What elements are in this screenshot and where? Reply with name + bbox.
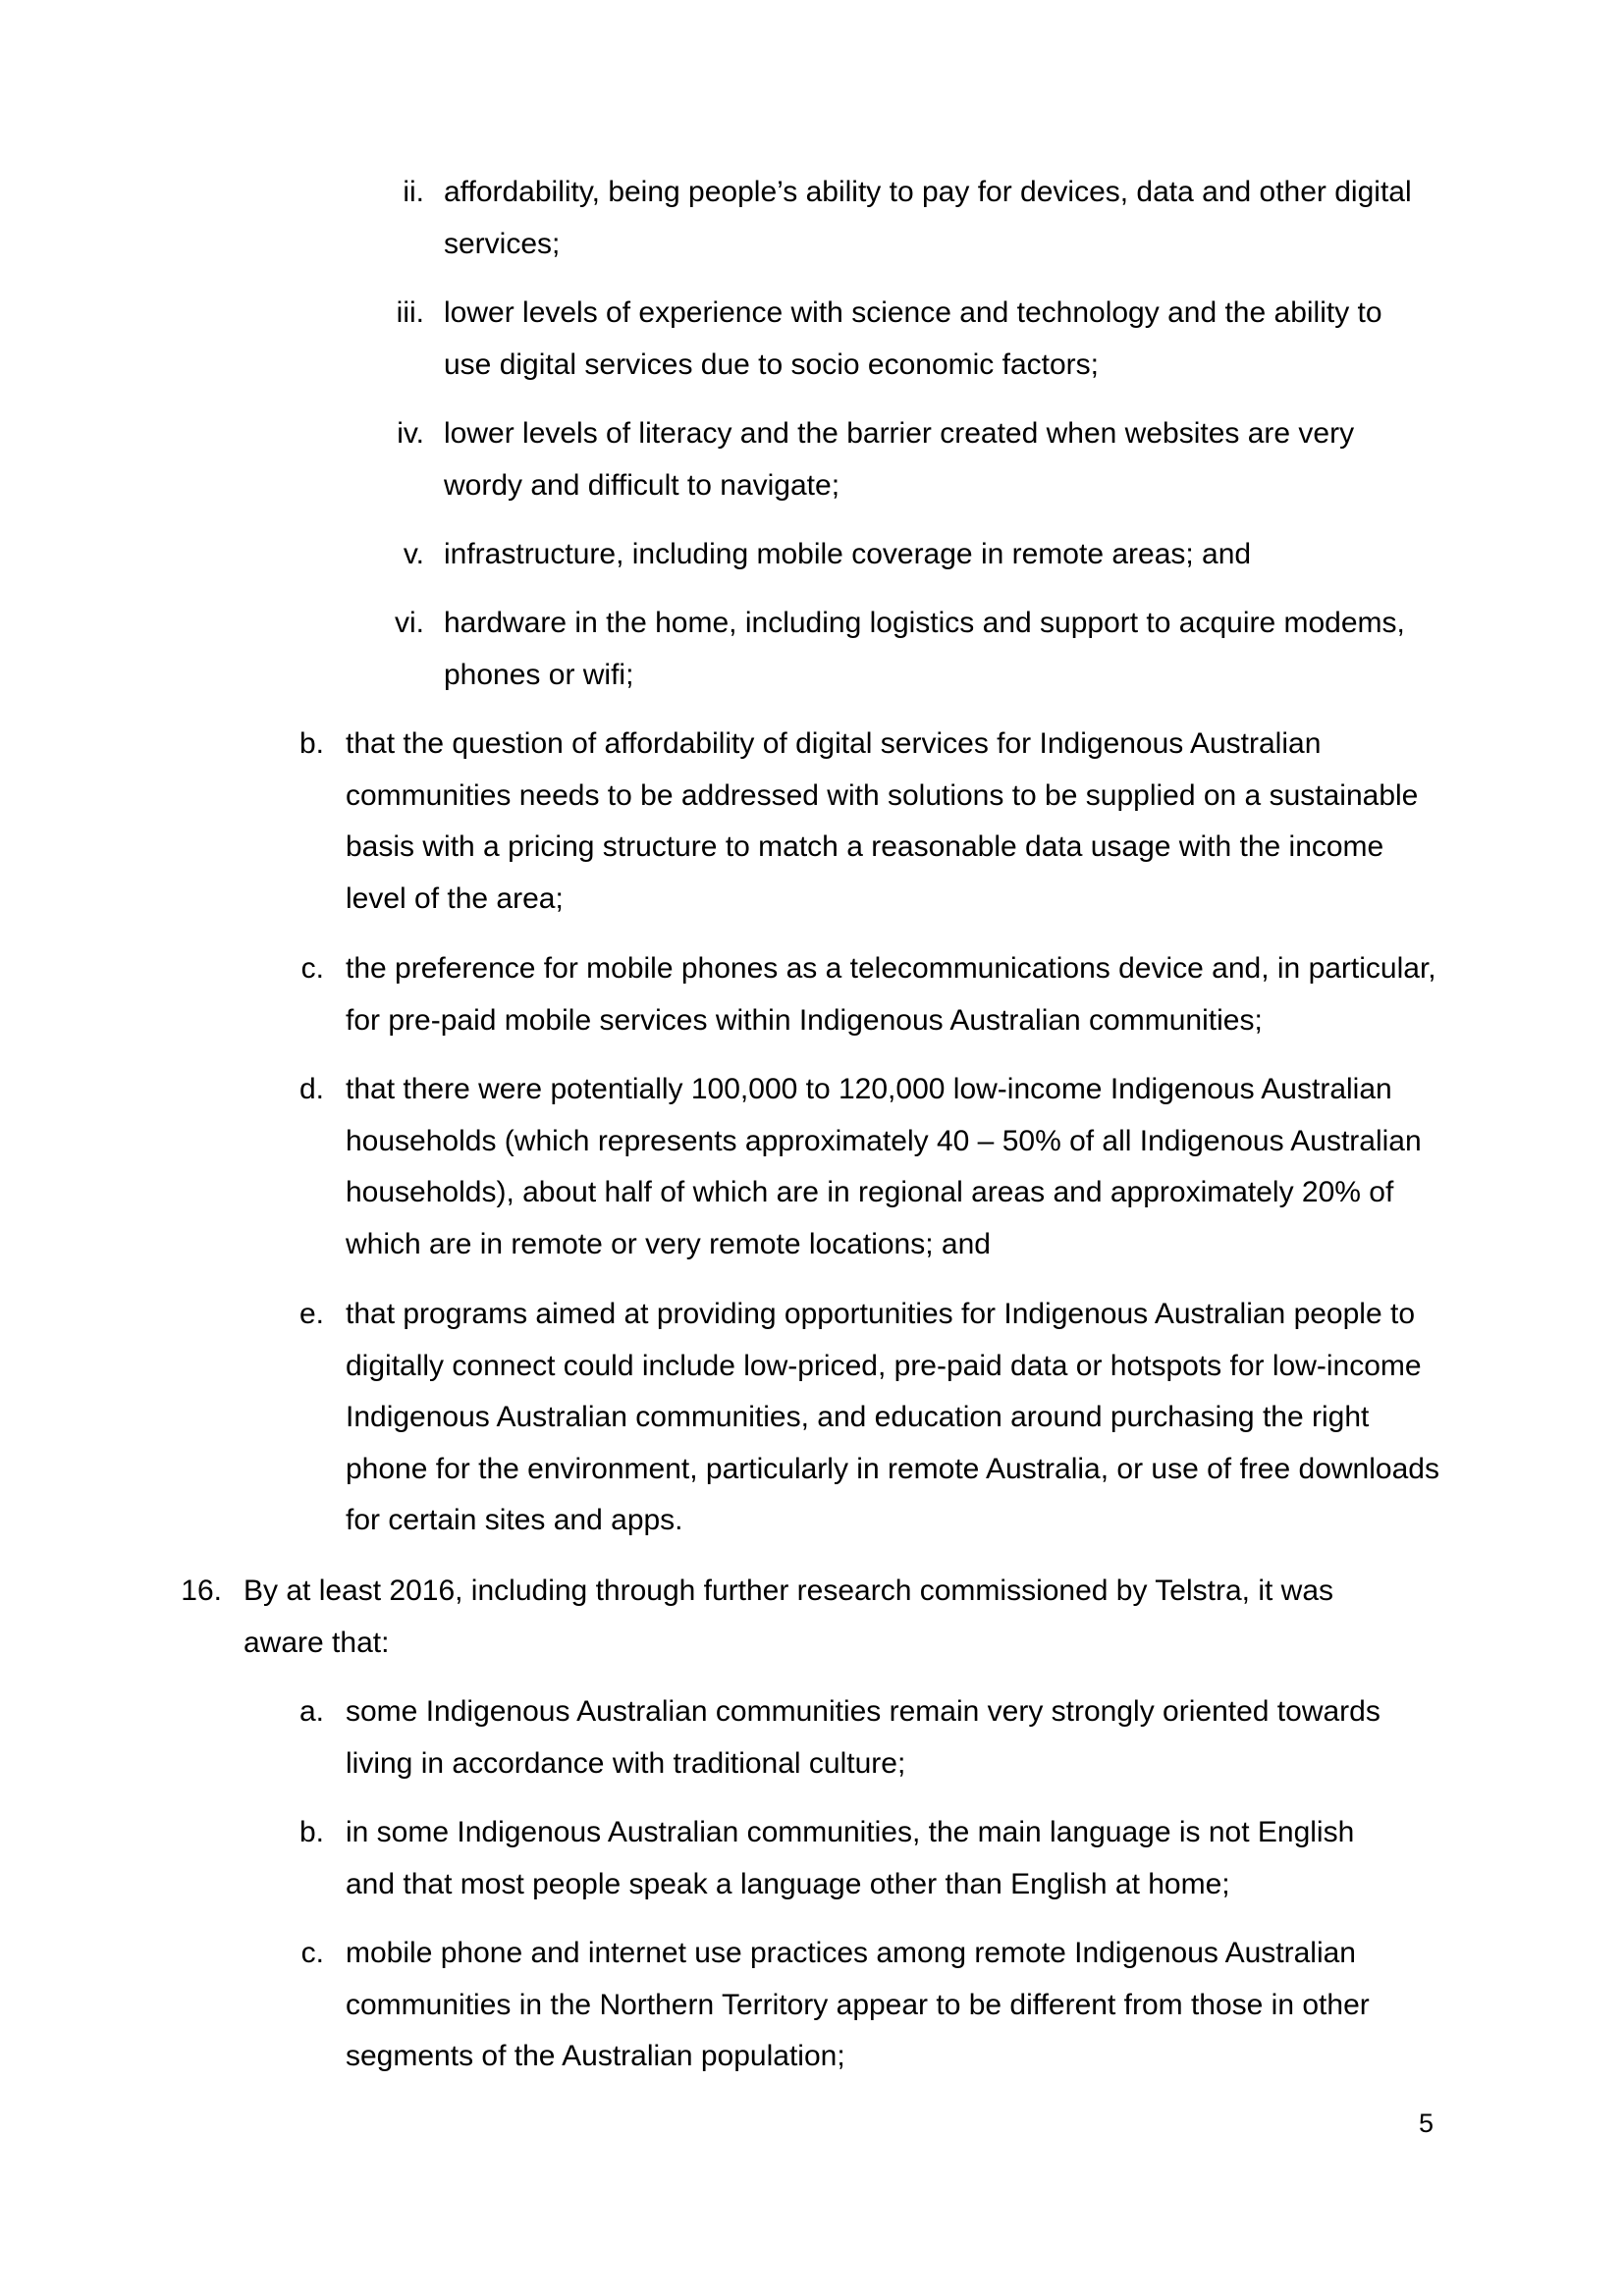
list-item-text: the preference for mobile phones as a telecommunications device and, in particular, for pre-paid mobile services within Indigenous Australian communities; xyxy=(346,952,1436,1037)
list-marker: e. xyxy=(298,1298,324,1330)
list-item-text: that there were potentially 100,000 to 120,000 low-income Indigenous Australian households (which represents approximately 40 – 50% of all Indigenous Australian households), about half of which are in regional areas and approximately 20% of which are in remote or very remote locations; and xyxy=(346,1073,1422,1260)
list-item-text: hardware in the home, including logistics and support to acquire modems, phones or wifi; xyxy=(444,607,1405,691)
list-marker: vi. xyxy=(395,607,424,639)
list-item-text: lower levels of literacy and the barrier created when websites are very wordy and difficult to navigate; xyxy=(444,417,1355,502)
paragraph-number: 16. xyxy=(181,1575,222,1607)
list-marker: v. xyxy=(403,538,424,570)
list-marker: c. xyxy=(300,1937,324,1969)
page-number: 5 xyxy=(1418,2109,1434,2138)
list-item-text: that programs aimed at providing opportunities for Indigenous Australian people to digitally connect could include low-priced, pre-paid data or hotspots for low-income Indigenous Australian communities, and education around purchasing the right phone for the environment, particularly in remote Australia, or use of free downloads for certain sites and apps. xyxy=(346,1298,1439,1536)
list-marker: d. xyxy=(298,1073,324,1105)
list-marker: ii. xyxy=(403,176,424,208)
list-item-text: mobile phone and internet use practices among remote Indigenous Australian communities in the Northern Territory appear to be different from those in other segments of the Australian population; xyxy=(346,1937,1370,2072)
list-item-text: that the question of affordability of digital services for Indigenous Australian communities needs to be addressed with solutions to be supplied on a sustainable basis with a pricing structure to match a reasonable data usage with the income level of the area; xyxy=(346,727,1419,915)
list-marker: iii. xyxy=(396,296,424,329)
list-item-text: infrastructure, including mobile coverage in remote areas; and xyxy=(444,538,1252,570)
paragraph-text: By at least 2016, including through further research commissioned by Telstra, it was aware that: xyxy=(244,1575,1333,1659)
list-marker: c. xyxy=(300,952,324,985)
list-marker: a. xyxy=(298,1695,324,1728)
list-item-text: in some Indigenous Australian communities, the main language is not English and that most people speak a language other than English at home; xyxy=(346,1816,1355,1900)
list-item-text: lower levels of experience with science and technology and the ability to use digital services due to socio economic factors; xyxy=(444,296,1382,381)
list-marker: b. xyxy=(298,727,324,760)
list-item-text: affordability, being people’s ability to pay for devices, data and other digital services; xyxy=(444,176,1412,260)
list-marker: iv. xyxy=(397,417,424,450)
list-item-text: some Indigenous Australian communities remain very strongly oriented towards living in accordance with traditional culture; xyxy=(346,1695,1380,1780)
list-marker: b. xyxy=(298,1816,324,1848)
